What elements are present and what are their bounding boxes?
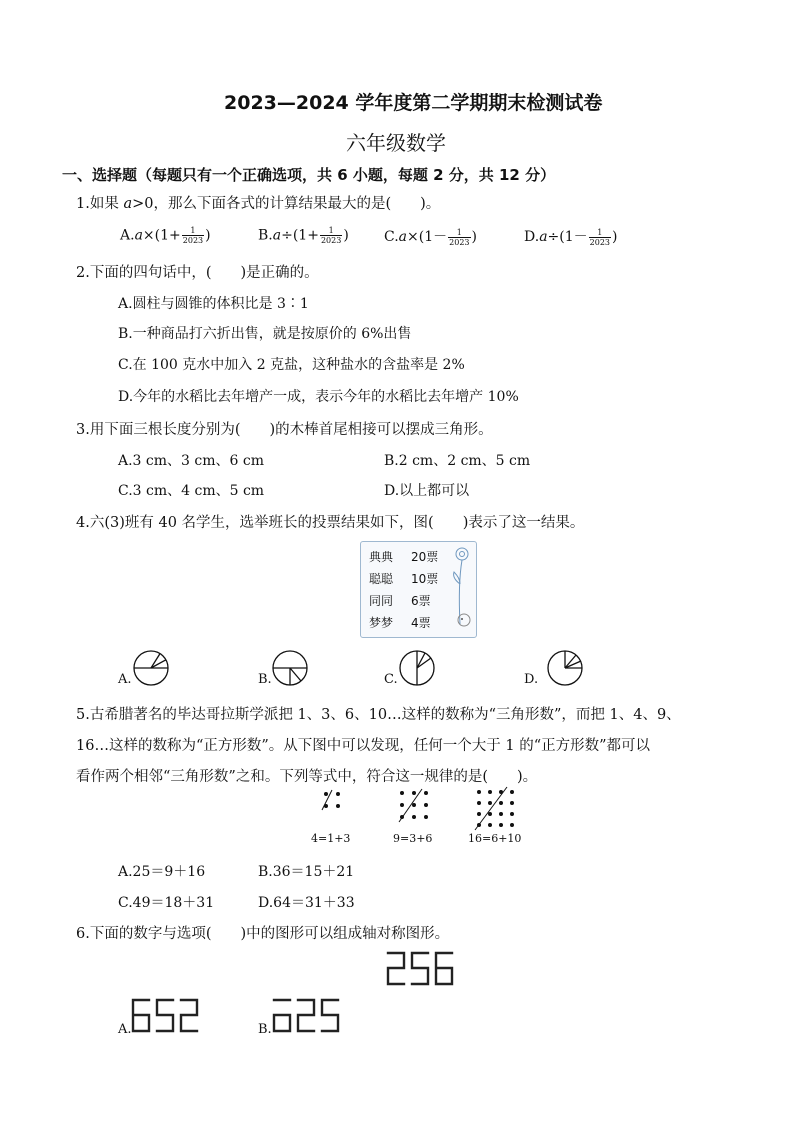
question-1-text bbox=[76, 192, 440, 213]
q5-option-c[interactable]: C.49＝18＋31 bbox=[118, 895, 215, 911]
q5-option-d[interactable]: D.64＝31＋33 bbox=[258, 895, 355, 911]
segment-digits-256 bbox=[386, 951, 456, 987]
question-3-text: 3.用下面三根长度分别为( )的木棒首尾相接可以摆成三角形。 bbox=[76, 422, 493, 438]
vote-count: 20票 bbox=[411, 550, 439, 564]
vote-row bbox=[369, 570, 438, 587]
q1-option-b[interactable] bbox=[258, 226, 349, 245]
vote-name: 聪聪 bbox=[369, 572, 394, 586]
vote-results-card bbox=[360, 541, 477, 638]
square-number-9-figure bbox=[396, 788, 436, 828]
q6-option-a-label: A. bbox=[118, 1022, 132, 1037]
q1-option-d-close: ) bbox=[612, 229, 618, 245]
q2-option-a[interactable]: A.圆柱与圆锥的体积比是 3∶1 bbox=[118, 296, 309, 312]
q5-option-a[interactable]: A.25＝9＋16 bbox=[118, 864, 206, 880]
q1-suffix: >0，那么下面各式的计算结果最大的是( )。 bbox=[132, 196, 441, 212]
vote-count: 10票 bbox=[411, 572, 439, 586]
question-5-line-3: 看作两个相邻“三角形数”之和。下列等式中，符合这一规律的是( )。 bbox=[76, 769, 538, 785]
q1-option-b-fraction: $\frac{1}{2023}$ bbox=[320, 226, 342, 245]
q1-option-c-var: a bbox=[398, 229, 408, 245]
q4-option-d-pie[interactable] bbox=[545, 648, 585, 688]
figure-caption-4: 4=1+3 bbox=[311, 832, 351, 845]
q1-var: a bbox=[123, 196, 133, 212]
q3-option-d[interactable]: D.以上都可以 bbox=[384, 483, 470, 499]
figure-caption-16: 16=6+10 bbox=[468, 832, 522, 845]
q1-option-c-fraction: $\frac{1}{2023}$ bbox=[449, 227, 470, 247]
question-5-line-1: 5.古希腊著名的毕达哥拉斯学派把 1、3、6、10…这样的数称为“三角形数”，而把 1、4、9、 bbox=[76, 707, 681, 723]
q1-option-a-var: a bbox=[134, 227, 143, 244]
section-heading: 一、选择题（每题只有一个正确选项，共 6 小题，每题 2 分，共 12 分） bbox=[62, 166, 556, 184]
q4-option-c-label: C. bbox=[384, 672, 398, 687]
q1-option-a-fraction: $\frac{1}{2023}$ bbox=[182, 226, 204, 245]
q3-option-c[interactable]: C.3 cm、4 cm、5 cm bbox=[118, 483, 265, 499]
q1-option-c-label: C. bbox=[384, 229, 399, 245]
vote-count: 4票 bbox=[411, 616, 431, 630]
q1-option-d[interactable] bbox=[524, 226, 617, 247]
q1-option-d-op: ÷(1－ bbox=[547, 229, 588, 245]
q4-option-a-label: A. bbox=[118, 672, 132, 687]
q4-option-b-label: B. bbox=[258, 672, 272, 687]
q1-option-b-label: B. bbox=[258, 227, 273, 244]
q4-option-c-pie[interactable] bbox=[397, 648, 437, 688]
q1-option-c-close: ) bbox=[471, 229, 477, 245]
q1-option-d-fraction: $\frac{1}{2023}$ bbox=[589, 227, 611, 247]
square-number-16-figure bbox=[473, 786, 523, 836]
q1-option-c-op: ×(1－ bbox=[407, 229, 448, 245]
vote-name: 同同 bbox=[369, 594, 394, 608]
question-5-line-2: 16…这样的数称为“正方形数”。从下图中可以发现，任何一个大于 1 的“正方形数”都可以 bbox=[76, 738, 651, 754]
vote-row bbox=[369, 548, 438, 565]
q4-option-b-pie[interactable] bbox=[270, 648, 310, 688]
q1-option-b-op: ÷(1+ bbox=[281, 227, 319, 244]
vote-count: 6票 bbox=[411, 594, 431, 608]
q6-option-a-digits-652[interactable] bbox=[131, 998, 201, 1034]
question-2-text: 2.下面的四句话中，( )是正确的。 bbox=[76, 265, 319, 281]
q6-option-b-label: B. bbox=[258, 1022, 272, 1037]
q1-option-b-close: ) bbox=[343, 227, 349, 244]
question-6-text: 6.下面的数字与选项( )中的图形可以组成轴对称图形。 bbox=[76, 926, 450, 942]
q3-option-b[interactable]: B.2 cm、2 cm、5 cm bbox=[384, 453, 531, 469]
vote-row bbox=[369, 614, 431, 631]
q2-option-c[interactable]: C.在 100 克水中加入 2 克盐，这种盐水的含盐率是 2% bbox=[118, 357, 465, 373]
question-4-text: 4.六(3)班有 40 名学生，选举班长的投票结果如下，图( )表示了这一结果。 bbox=[76, 515, 585, 531]
q1-option-d-label: D. bbox=[524, 229, 540, 245]
vote-name: 典典 bbox=[369, 550, 394, 564]
q2-option-b[interactable]: B.一种商品打六折出售，就是按原价的 6%出售 bbox=[118, 326, 412, 342]
q1-option-a-close: ) bbox=[205, 227, 211, 244]
q1-option-c[interactable] bbox=[384, 226, 477, 247]
q1-option-b-var: a bbox=[272, 227, 282, 244]
square-number-4-figure bbox=[318, 788, 348, 818]
q1-prefix: 1.如果 bbox=[76, 196, 124, 212]
q4-option-d-label: D. bbox=[524, 672, 539, 687]
q5-option-b[interactable]: B.36＝15＋21 bbox=[258, 864, 355, 880]
q4-option-a-pie[interactable] bbox=[131, 648, 171, 688]
vote-row bbox=[369, 592, 431, 609]
q2-option-d[interactable]: D.今年的水稻比去年增产一成，表示今年的水稻比去年增产 10% bbox=[118, 389, 519, 405]
q1-option-a[interactable] bbox=[120, 226, 211, 245]
page-title: 2023—2024 学年度第二学期期末检测试卷 bbox=[224, 92, 603, 114]
flower-decoration-icon bbox=[448, 544, 476, 634]
q3-option-a[interactable]: A.3 cm、3 cm、6 cm bbox=[118, 453, 264, 469]
page-subtitle: 六年级数学 bbox=[346, 131, 446, 155]
vote-name: 梦梦 bbox=[369, 616, 394, 630]
q1-option-a-label: A. bbox=[120, 227, 135, 244]
figure-caption-9: 9=3+6 bbox=[393, 832, 433, 845]
q1-option-a-op: ×(1+ bbox=[142, 227, 181, 244]
q1-option-d-var: a bbox=[539, 229, 548, 245]
q6-option-b-digits-225[interactable] bbox=[272, 998, 342, 1034]
